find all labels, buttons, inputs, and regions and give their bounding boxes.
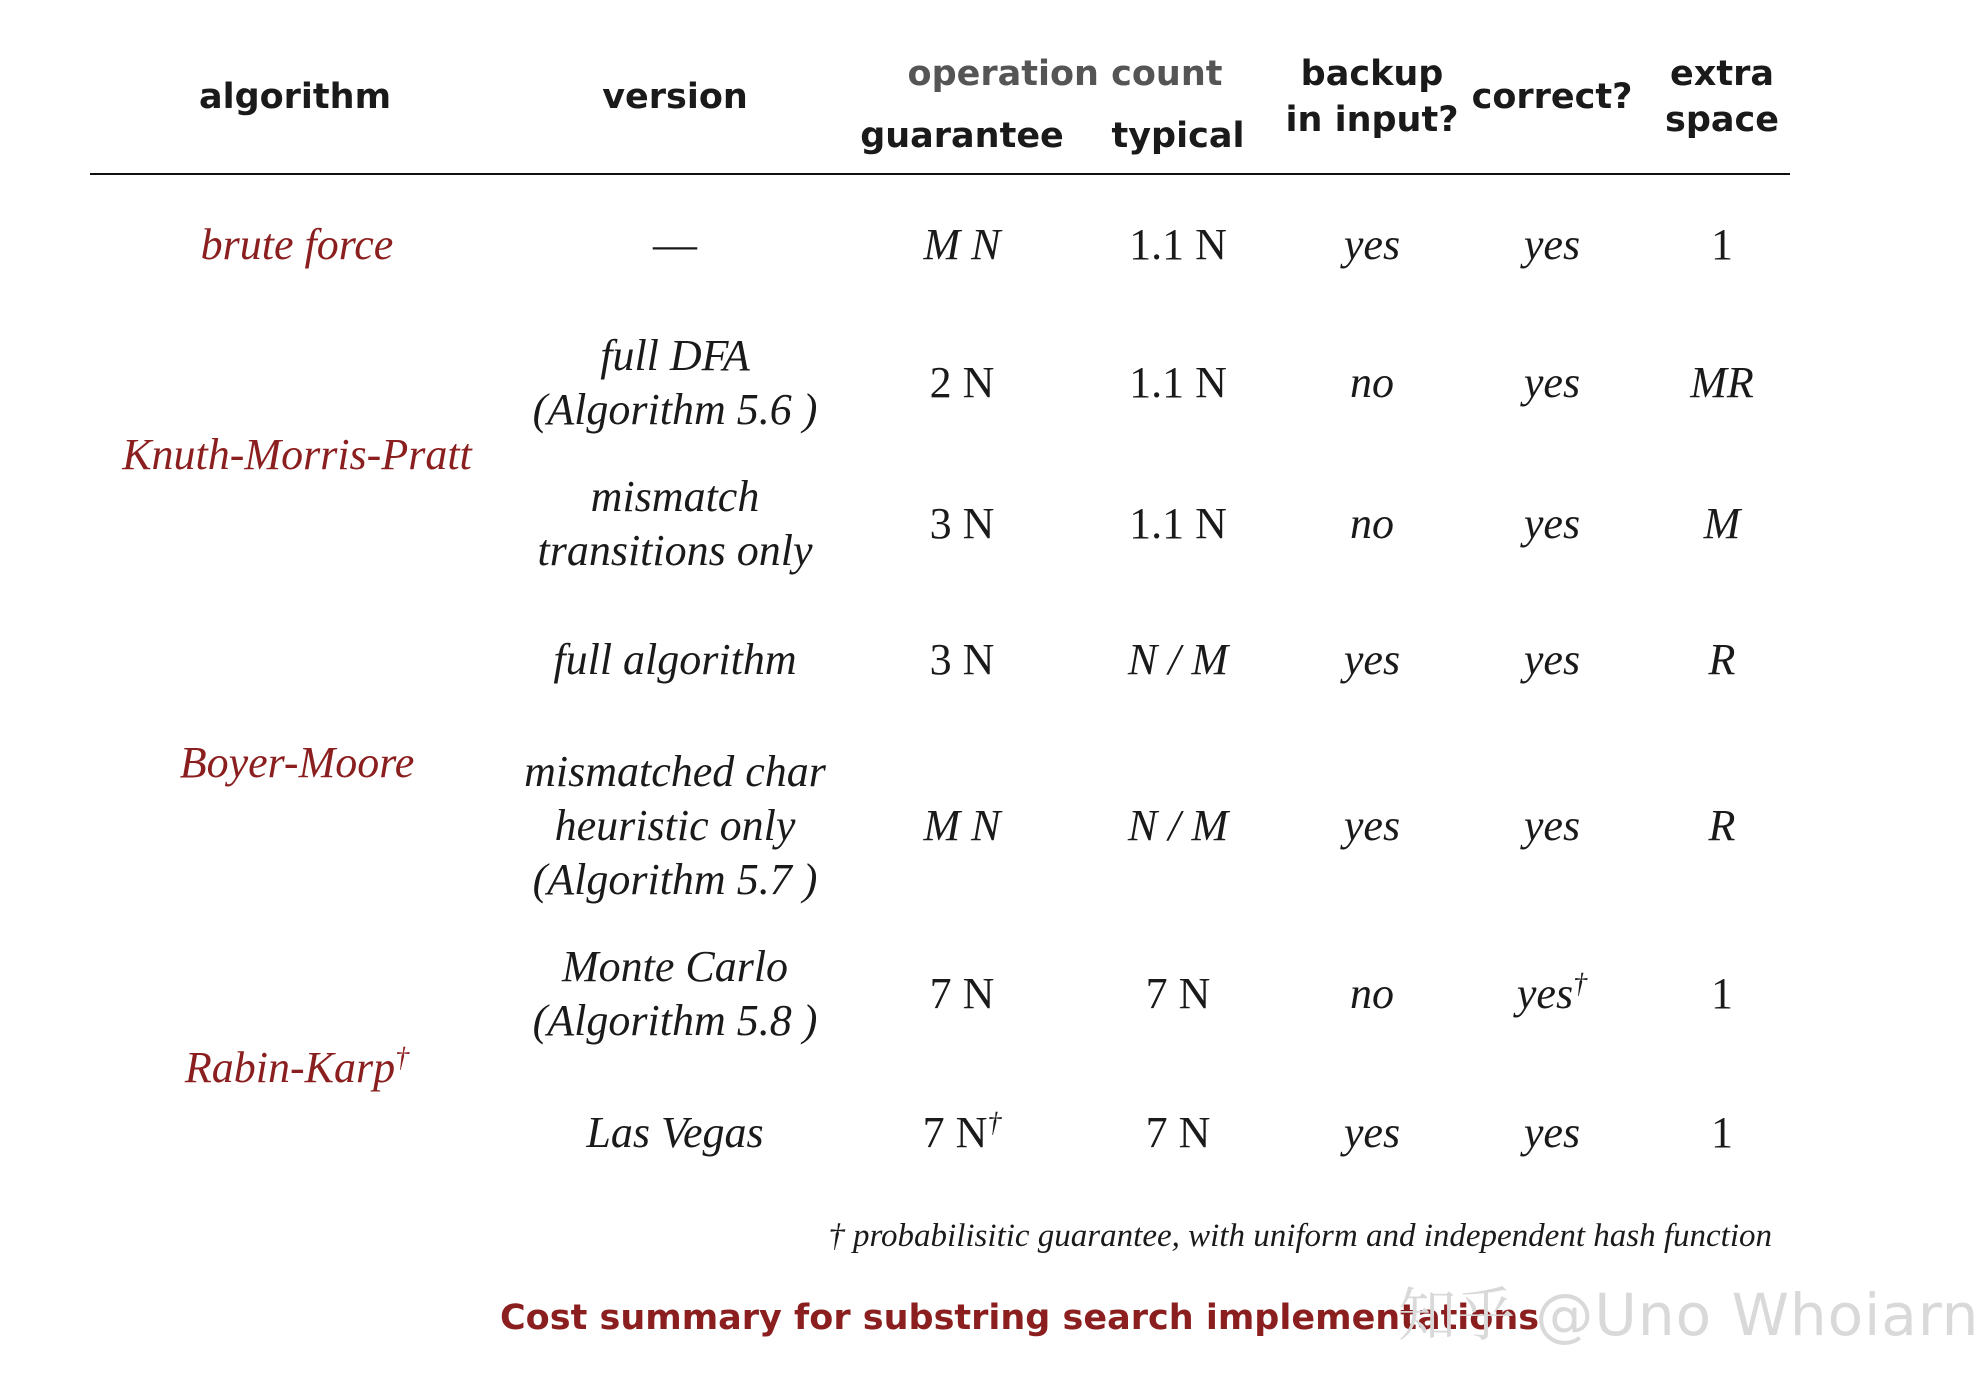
version-line: (Algorithm 5.7 ) [532, 855, 818, 904]
guarantee-cell [923, 1106, 1002, 1160]
guarantee-cell: M N [923, 220, 1001, 269]
correct-cell: yes [1523, 220, 1581, 269]
extra-space-cell: R [1708, 801, 1736, 850]
correct-cell [1517, 967, 1587, 1021]
guarantee-cell: 3 N [929, 499, 995, 548]
guarantee-cell: 2 N [929, 358, 995, 407]
extra-space-cell: 1 [1711, 969, 1733, 1018]
header-correct: correct? [1471, 77, 1633, 117]
header-typical: typical [1111, 116, 1245, 156]
footnote: † probabilisitic guarantee, with uniform and independent hash function [828, 1218, 1772, 1254]
correct-cell: yes [1523, 358, 1581, 407]
algorithm-knuth-morris-pratt: Knuth-Morris-Pratt [122, 430, 472, 479]
header-rule [90, 173, 1790, 175]
guarantee-dagger: † [987, 1107, 1002, 1139]
table-row-version [537, 470, 812, 578]
extra-space-cell: MR [1690, 358, 1754, 407]
extra-space-cell: 1 [1711, 220, 1733, 269]
header-extra-line1: extra [1670, 54, 1774, 94]
extra-space-cell: R [1708, 635, 1736, 684]
table-row-version [586, 1106, 763, 1160]
header-version: version [602, 77, 748, 117]
backup-cell: yes [1343, 801, 1401, 850]
version-line: heuristic only [554, 801, 796, 850]
version-line: Monte Carlo [561, 942, 789, 991]
rabin-karp-label: Rabin-Karp [184, 1043, 396, 1092]
backup-cell: yes [1343, 220, 1401, 269]
backup-cell: yes [1343, 1108, 1401, 1157]
version-line: (Algorithm 5.8 ) [532, 996, 818, 1045]
table-row-version [553, 633, 796, 687]
typical-cell: 7 N [1145, 1108, 1211, 1157]
backup-cell: no [1350, 499, 1394, 548]
table-row-version [533, 940, 818, 1048]
correct-cell: yes [1523, 1108, 1581, 1157]
typical-cell: 1.1 N [1129, 499, 1227, 548]
algorithm-rabin-karp [185, 1041, 409, 1095]
typical-cell: 1.1 N [1129, 220, 1227, 269]
algorithm-brute-force: brute force [200, 220, 394, 269]
correct-cell: yes [1523, 801, 1581, 850]
backup-cell: yes [1343, 635, 1401, 684]
header-backup-line1: backup [1300, 54, 1444, 94]
header-operation-count: operation count [907, 54, 1223, 94]
header-guarantee: guarantee [860, 116, 1064, 156]
table-row-version [524, 745, 826, 907]
watermark: 知乎 @Uno Whoiarn [1398, 1281, 1980, 1349]
version-line: mismatched char [524, 747, 826, 796]
header-algorithm: algorithm [198, 77, 392, 117]
header-backup-line2: in input? [1285, 100, 1459, 140]
extra-space-cell: M [1703, 499, 1741, 548]
correct-cell: yes [1523, 499, 1581, 548]
version-line: transitions only [537, 526, 813, 575]
version-line: (Algorithm 5.6 ) [532, 385, 818, 434]
version-line: full DFA [600, 331, 750, 380]
correct-value: yes [1516, 969, 1574, 1018]
guarantee-cell: 3 N [929, 635, 995, 684]
header-extra-line2: space [1665, 100, 1779, 140]
version-line: Las Vegas [586, 1108, 764, 1157]
rabin-karp-dagger: † [395, 1042, 410, 1074]
guarantee-cell: 7 N [929, 969, 995, 1018]
version-line: — [653, 220, 697, 269]
version-line: mismatch [590, 472, 760, 521]
algorithm-boyer-moore: Boyer-Moore [179, 738, 415, 787]
guarantee-cell: M N [923, 801, 1001, 850]
table-row-version [653, 218, 697, 272]
backup-cell: no [1350, 358, 1394, 407]
extra-space-cell: 1 [1711, 1108, 1733, 1157]
table-row-version [533, 329, 818, 437]
typical-cell: 1.1 N [1129, 358, 1227, 407]
typical-cell: N / M [1127, 801, 1229, 850]
typical-cell: N / M [1127, 635, 1229, 684]
figure-caption: Cost summary for substring search implementations [500, 1298, 1540, 1338]
guarantee-value: 7 N [922, 1108, 988, 1157]
backup-cell: no [1350, 969, 1394, 1018]
version-line: full algorithm [553, 635, 797, 684]
correct-cell: yes [1523, 635, 1581, 684]
correct-dagger: † [1573, 968, 1588, 1000]
typical-cell: 7 N [1145, 969, 1211, 1018]
